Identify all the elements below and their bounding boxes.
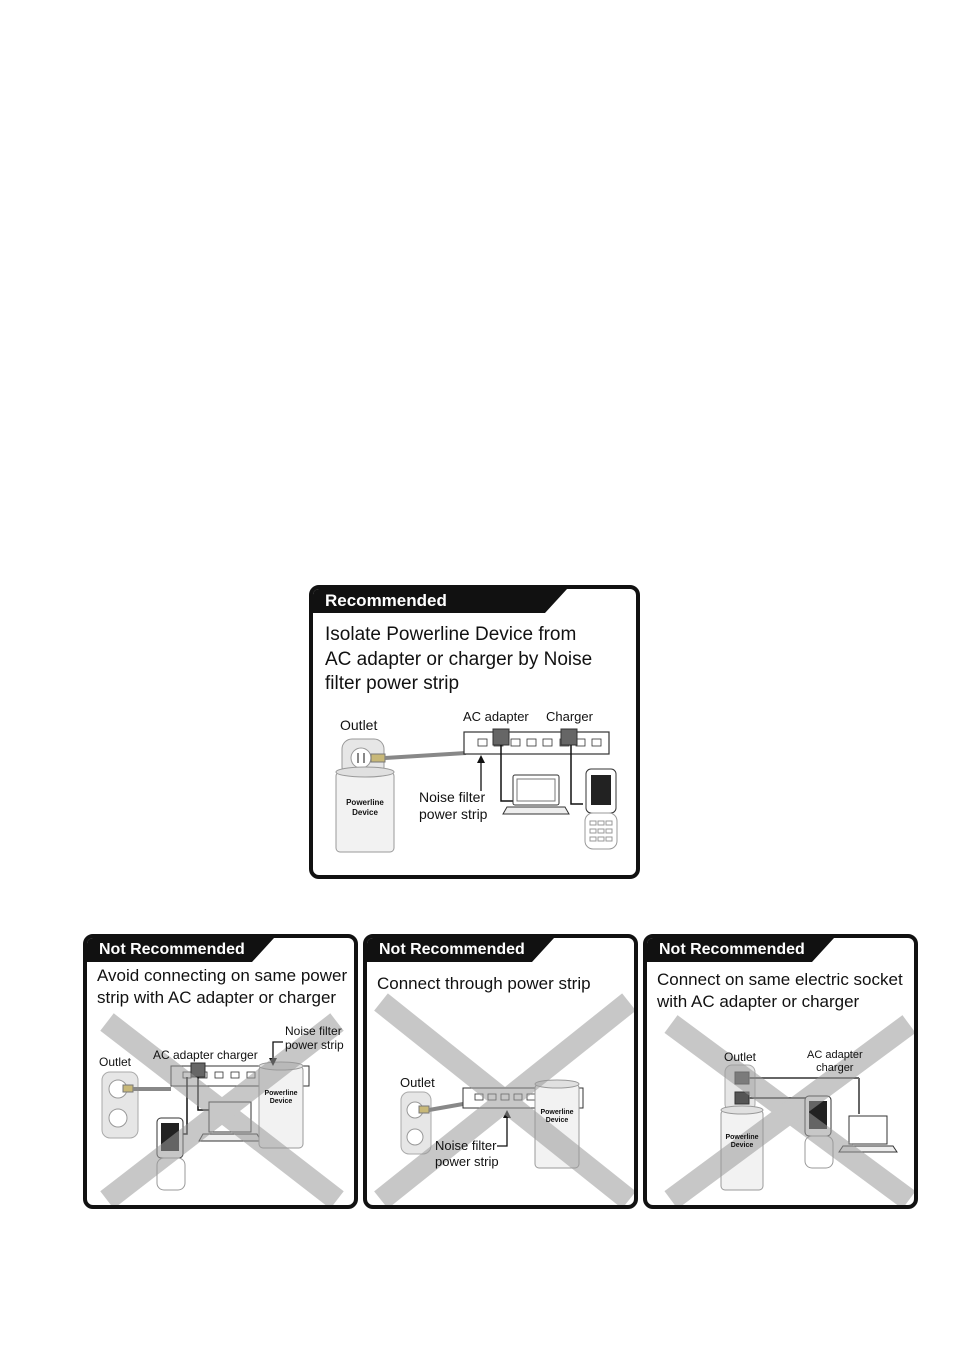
label-line: Device [352,807,378,817]
powerline-device-label [721,1134,763,1151]
heading-line: Isolate Powerline Device from [325,624,577,645]
not-recommended-diagram-3 [647,938,914,1205]
arrow-icon [477,755,485,791]
ac-adapter-charger-label [807,1049,863,1075]
noise-filter-label [419,789,487,823]
outlet-label: Outlet [400,1075,435,1090]
label-line: charger [816,1062,854,1075]
not-recommended-panel-2 [363,934,638,1209]
not-recommended-tab: Not Recommended [647,938,812,962]
ac-adapter-charger-label: AC adapter charger [153,1048,258,1062]
outlet-label: Outlet [340,717,378,733]
heading-line: Connect on same electric socket [657,970,903,989]
heading-line: with AC adapter or charger [657,992,860,1012]
charger-label: Charger [546,709,593,724]
label-line: Device [545,1117,569,1125]
label-line: Device [269,1098,293,1106]
recommended-tab: Recommended [313,589,545,613]
label-line: power strip [419,805,488,822]
noise-filter-power-strip-icon [464,732,609,754]
cross-mark-icon [671,1024,909,1200]
heading-line: Avoid connecting on same power [97,966,348,985]
outlet-label: Outlet [724,1050,757,1064]
ac-adapter-label: AC adapter [463,709,529,724]
heading-line: strip with AC adapter or charger [97,988,337,1008]
label-line: power strip [435,1153,499,1169]
heading-line: filter power strip [325,673,460,695]
label-line: Noise filter [285,1024,342,1038]
label-line: Powerline [346,798,384,807]
not-recommended-diagram-2 [367,938,634,1205]
powerline-device-label [259,1090,303,1107]
noise-filter-label [435,1138,499,1169]
powerline-device-label [535,1109,579,1126]
label-line: AC adapter [807,1049,863,1061]
label-line: power strip [285,1038,344,1053]
powerline-device-label [336,798,394,817]
label-line: Powerline [540,1109,574,1116]
not-recommended-panel-1 [83,934,358,1209]
outlet-label: Outlet [99,1055,132,1069]
label-line: Powerline [725,1134,759,1141]
not-recommended-tab: Not Recommended [87,938,252,962]
label-line: Noise filter [435,1138,497,1153]
recommended-panel [309,585,640,879]
power-cable-icon [371,753,466,762]
label-line: Device [730,1142,754,1150]
not-recommended-tab: Not Recommended [367,938,532,962]
heading-line: Connect through power strip [377,974,591,993]
not-recommended-panel-3 [643,934,918,1209]
label-line: Powerline [264,1090,298,1097]
heading-line: AC adapter or charger by Noise [325,648,593,670]
laptop-icon [503,775,569,814]
label-line: Noise filter [419,789,486,805]
phone-icon [585,769,617,849]
noise-filter-label [285,1024,344,1053]
not-recommended-diagram-1 [87,938,354,1205]
